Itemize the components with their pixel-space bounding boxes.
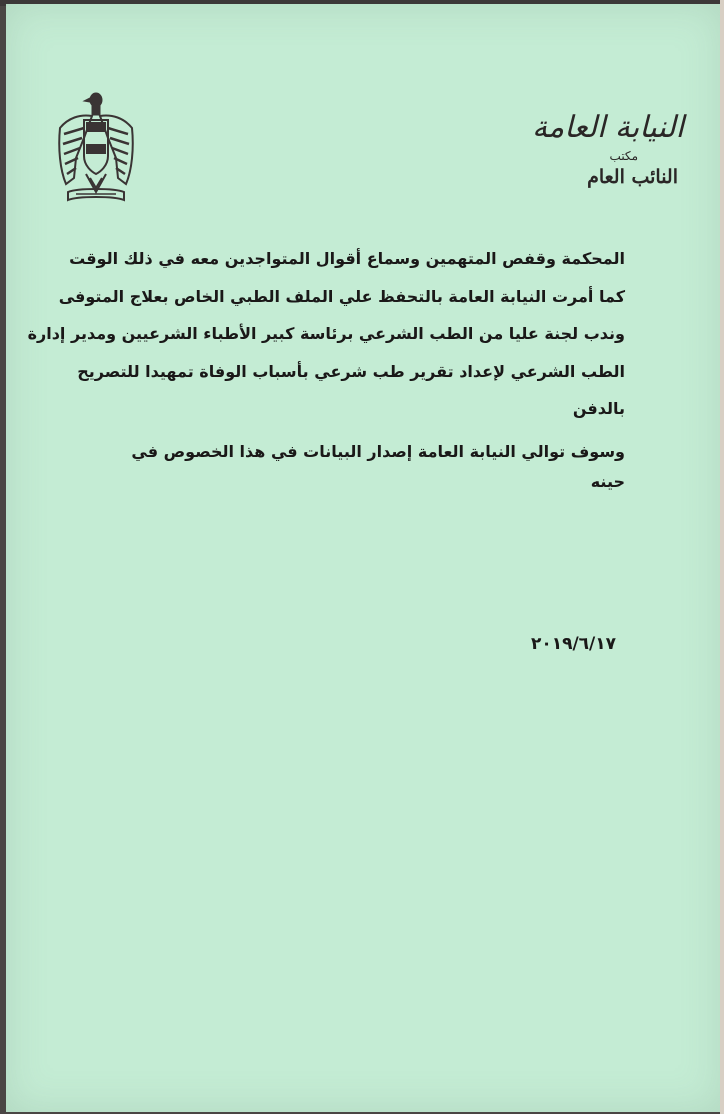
letterhead xyxy=(484,108,684,190)
background-right-edge xyxy=(720,0,724,1114)
eagle-emblem-icon xyxy=(54,88,138,208)
statement-line: بالدفن xyxy=(572,399,625,418)
statement-line: المحكمة وقفص المتهمين وسماع أقوال المتواجدين معه في ذلك الوقت xyxy=(69,249,625,268)
letterhead-office: مكتب xyxy=(609,149,638,163)
statement-line: الطب الشرعي لإعداد تقرير طب شرعي بأسباب الوفاة تمهيدا للتصريح xyxy=(77,361,625,381)
letterhead-title: النيابة العامة xyxy=(532,110,684,145)
statement-paragraph xyxy=(27,240,625,428)
document-date: ٢٠١٩/٦/١٧ xyxy=(530,634,616,654)
closing-sentence: وسوف توالي النيابة العامة إصدار البيانات في هذا الخصوص في حينه xyxy=(131,442,625,491)
letterhead-name: النائب العام xyxy=(587,166,678,188)
statement-line: كما أمرت النيابة العامة بالتحفظ علي الملف الطبي الخاص بعلاج المتوفى xyxy=(58,286,625,306)
statement-line: وندب لجنة عليا من الطب الشرعي برئاسة كبير الأطباء الشرعيين ومدير إدارة xyxy=(27,324,625,343)
